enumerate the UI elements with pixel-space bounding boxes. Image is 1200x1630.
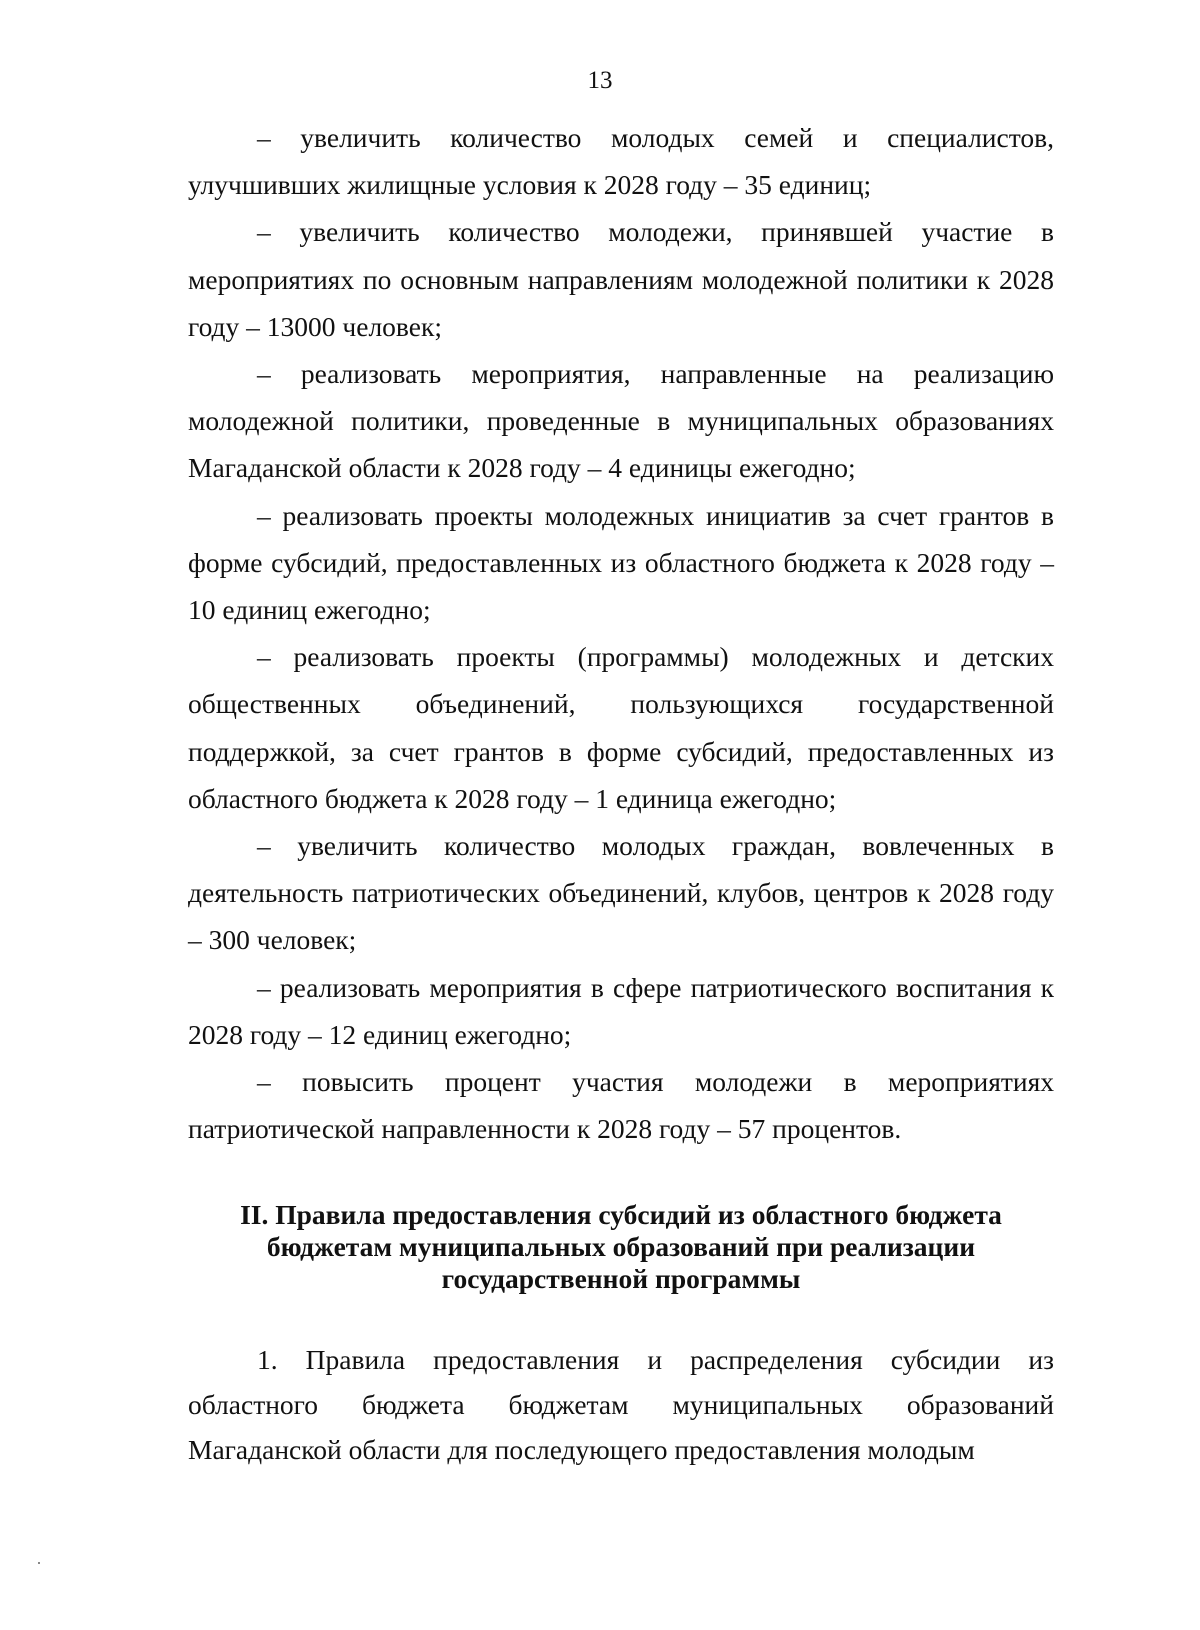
target-paragraph: – повысить процент участия молодежи в мероприятиях патриотической направленности к 2028 году – 57 процентов.	[188, 1066, 1054, 1145]
target-paragraph: – реализовать мероприятия, направленные на реализацию молодежной политики, проведенные в муниципальных образованиях Магаданской области к 2028 году – 4 единицы ежегодно;	[188, 358, 1054, 484]
target-paragraph: – реализовать проекты молодежных инициатив за счет грантов в форме субсидий, предоставленных из областного бюджета к 2028 году – 10 единиц ежегодно;	[188, 499, 1054, 626]
section-paragraph: 1. Правила предоставления и распределения субсидии из областного бюджета бюджетам муниципальных образований Магаданской области для последующего предоставления молодым	[188, 1344, 1054, 1466]
document-body	[188, 114, 1054, 1472]
target-paragraph: – увеличить количество молодежи, принявшей участие в мероприятиях по основным направлениям молодежной политики к 2028 году – 13000 человек;	[188, 216, 1054, 342]
section-heading: II. Правила предоставления субсидий из областного бюджета бюджетам муниципальных образований при реализации государственной программы	[240, 1199, 1002, 1295]
target-paragraph: – реализовать мероприятия в сфере патриотического воспитания к 2028 году – 12 единиц ежегодно;	[188, 971, 1054, 1050]
heading-spacer	[188, 1295, 1054, 1337]
target-paragraph: – увеличить количество молодых граждан, вовлеченных в деятельность патриотических объединений, клубов, центров к 2028 году – 300 человек;	[188, 830, 1054, 956]
scan-artifact-dot	[38, 1562, 40, 1564]
page-number: 13	[587, 67, 613, 94]
target-paragraph: – реализовать проекты (программы) молодежных и детских общественных объединений, пользующихся государственной поддержкой, за счет грантов в форме субсидий, предоставленных из областного бюджета к 2028 году – 1 единица ежегодно;	[188, 641, 1054, 814]
target-paragraph: – увеличить количество молодых семей и специалистов, улучшивших жилищные условия к 2028 году – 35 единиц;	[188, 122, 1054, 201]
